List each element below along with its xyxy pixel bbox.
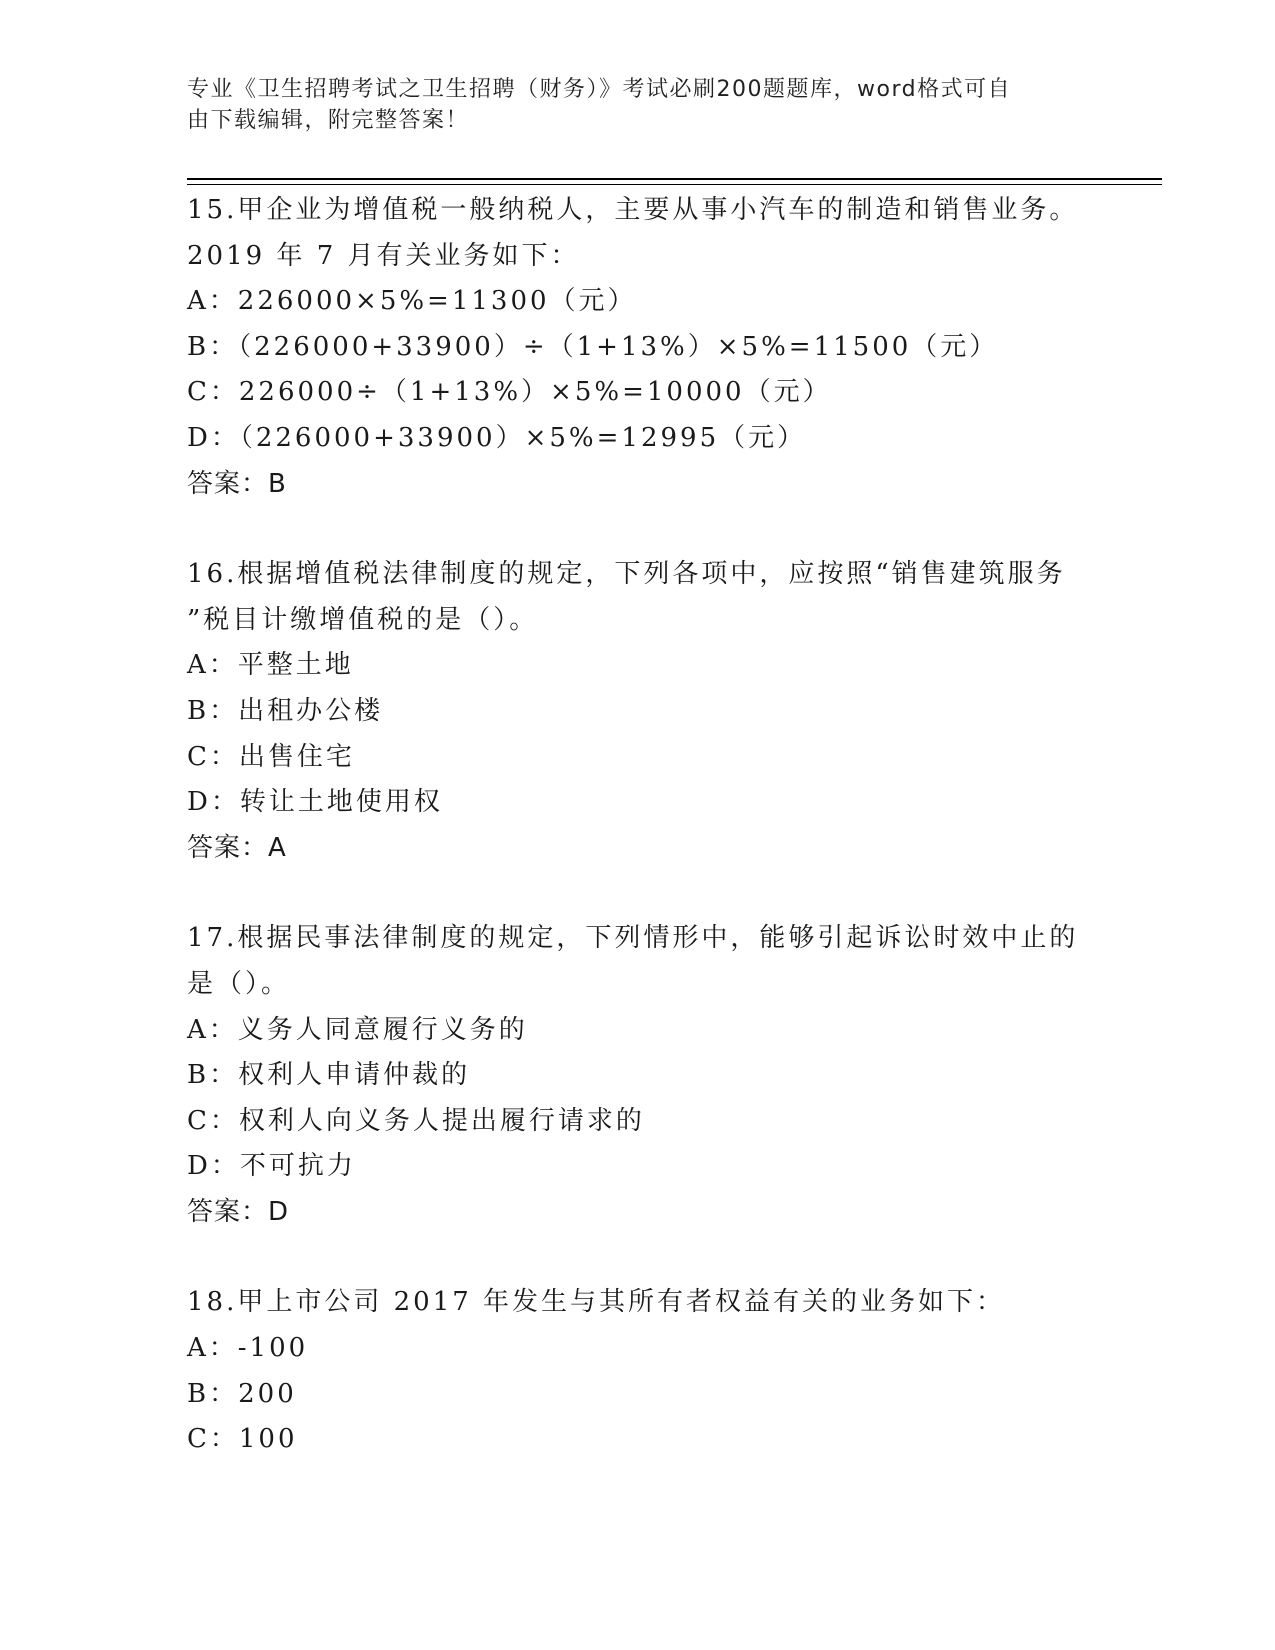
answer: 答案：D <box>187 1196 290 1227</box>
option-d: D：不可抗力 <box>187 1151 356 1182</box>
question-15 <box>187 188 1162 507</box>
option-b: B：权利人申请仲裁的 <box>187 1060 471 1091</box>
option-b: B：（226000+33900）÷（1+13%）×5%=11500（元） <box>187 331 999 362</box>
question-17 <box>187 916 1162 1235</box>
option-c: C：226000÷（1+13%）×5%=10000（元） <box>187 377 832 408</box>
question-stem: 是（）。 <box>187 968 291 999</box>
option-b: B：200 <box>187 1378 297 1409</box>
question-stem: ”税目计缴增值税的是（）。 <box>187 604 539 635</box>
option-c: C：权利人向义务人提出履行请求的 <box>187 1105 645 1136</box>
header-divider <box>187 178 1162 180</box>
option-a: A：-100 <box>187 1333 309 1364</box>
header-divider-thin <box>187 184 1162 185</box>
option-d: D：转让土地使用权 <box>187 787 443 818</box>
question-stem: 16.根据增值税法律制度的规定，下列各项中，应按照“销售建筑服务 <box>187 559 1066 590</box>
option-a: A：义务人同意履行义务的 <box>187 1014 528 1045</box>
option-b: B：出租办公楼 <box>187 695 384 726</box>
header-line: 专业《卫生招聘考试之卫生招聘（财务）》考试必刷200题题库，word格式可自 <box>187 77 1012 102</box>
header-line: 由下载编辑，附完整答案！ <box>187 108 470 133</box>
option-c: C：100 <box>187 1424 298 1455</box>
answer: 答案：A <box>187 832 287 863</box>
question-list <box>187 188 1162 1508</box>
question-stem: 17.根据民事法律制度的规定，下列情形中，能够引起诉讼时效中止的 <box>187 923 1079 954</box>
option-a: A：226000×5%=11300（元） <box>187 286 637 317</box>
option-d: D：（226000+33900）×5%=12995（元） <box>187 422 807 453</box>
answer: 答案：B <box>187 468 287 499</box>
question-16 <box>187 552 1162 871</box>
document-header <box>187 74 1087 136</box>
option-a: A：平整土地 <box>187 650 354 681</box>
question-stem: 2019 年 7 月有关业务如下： <box>187 240 580 271</box>
question-18 <box>187 1280 1162 1462</box>
option-c: C：出售住宅 <box>187 741 355 772</box>
question-stem: 15.甲企业为增值税一般纳税人，主要从事小汽车的制造和销售业务。 <box>187 195 1079 225</box>
question-stem: 18.甲上市公司 2017 年发生与其所有者权益有关的业务如下： <box>187 1287 1006 1318</box>
